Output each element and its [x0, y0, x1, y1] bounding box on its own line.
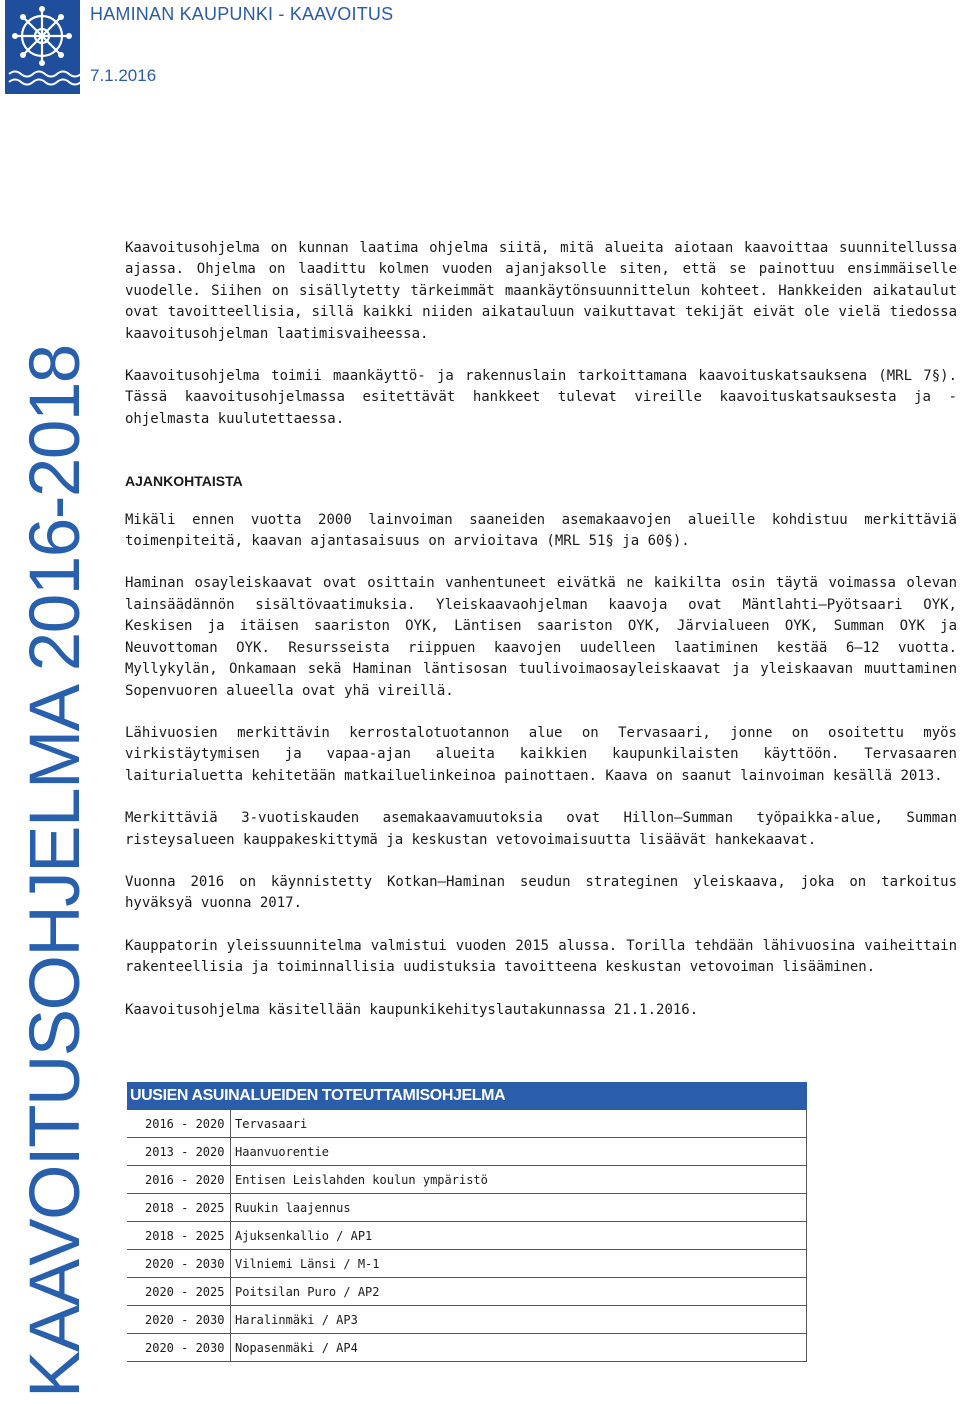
table-row: [127, 1166, 807, 1194]
section-paragraph: Haminan osayleiskaavat ovat osittain vanhentuneet eivätkä ne kaikilta osin täytä voimassa olevan lainsäädännön sisältövaatimuksia. Yleiskaavaohjelman kaavoja ovat Mäntlahti–Pyötsaari OYK, Keskisen ja itäisen saariston OYK, Läntisen saariston OYK, Järvialueen OYK, Summan OYK ja Neuvottoman OYK. Resursseista riippuen kaavojen uudelleen laatiminen kestää 6–12 vuotta. Myllykylän, Onkamaan sekä Haminan läntisosan tuulivoimaosayleiskaavat ja yleiskaavan muuttaminen Sopenvuoren alueella ovat yhä vireillä.: [125, 575, 957, 699]
section-paragraph: Vuonna 2016 on käynnistetty Kotkan–Haminan seudun strateginen yleiskaava, joka on tarkoitus hyväksyä vuonna 2017.: [125, 873, 957, 912]
table-row: [127, 1306, 807, 1334]
main-content: [125, 238, 957, 1042]
area-cell: Tervasaari: [231, 1110, 807, 1138]
period-cell: 2020 - 2030: [127, 1306, 231, 1334]
table-row: [127, 1334, 807, 1362]
housing-areas-table: [127, 1082, 807, 1362]
area-cell: Ajuksenkallio / AP1: [231, 1222, 807, 1250]
table-title: UUSIEN ASUINALUEIDEN TOTEUTTAMISOHJELMA: [127, 1082, 807, 1109]
period-cell: 2020 - 2030: [127, 1250, 231, 1278]
period-cell: 2013 - 2020: [127, 1138, 231, 1166]
period-cell: 2018 - 2025: [127, 1222, 231, 1250]
intro-paragraph: Kaavoitusohjelma toimii maankäyttö- ja rakennuslain tarkoittamana kaavoituskatsauksena (MRL 7§). Tässä kaavoitusohjelmassa esitettävät hankkeet tulevat vireille kaavoituskatsauksesta ja -ohjelmasta kuulutettaessa.: [125, 368, 957, 427]
table-row: [127, 1250, 807, 1278]
area-cell: Vilniemi Länsi / M-1: [231, 1250, 807, 1278]
header-title: HAMINAN KAUPUNKI - KAAVOITUS: [90, 4, 394, 24]
section-paragraph: Kauppatorin yleissuunnitelma valmistui vuoden 2015 alussa. Torilla tehdään lähivuosina vaiheittain rakenteellisia ja toiminnallisia uudistuksia tavoitteena keskustan vetovoiman lisääminen.: [125, 937, 957, 976]
section-paragraph: Kaavoitusohjelma käsitellään kaupunkikehityslautakunnassa 21.1.2016.: [125, 1001, 699, 1018]
area-cell: Entisen Leislahden koulun ympäristö: [231, 1166, 807, 1194]
area-cell: Nopasenmäki / AP4: [231, 1334, 807, 1362]
table-row: [127, 1278, 807, 1306]
table-row: [127, 1110, 807, 1138]
area-cell: Ruukin laajennus: [231, 1194, 807, 1222]
table-row: [127, 1194, 807, 1222]
period-cell: 2018 - 2025: [127, 1194, 231, 1222]
table-row: [127, 1138, 807, 1166]
section-heading: AJANKOHTAISTA: [125, 473, 243, 490]
area-cell: Poitsilan Puro / AP2: [231, 1278, 807, 1306]
period-cell: 2016 - 2020: [127, 1110, 231, 1138]
period-cell: 2020 - 2025: [127, 1278, 231, 1306]
period-cell: 2020 - 2030: [127, 1334, 231, 1362]
intro-paragraph: Kaavoitusohjelma on kunnan laatima ohjelma siitä, mitä alueita aiotaan kaavoittaa suunnitellussa ajassa. Ohjelma on laadittu kolmen vuoden ajanjaksolle siten, että se painottuu ensimmäiselle vuodelle. Siihen on sisällytetty tärkeimmät maankäytönsuunnittelun kohteet. Hankkeiden aikataulut ovat tavoitteellisia, sillä kaikki niiden aikatauluun vaikuttavat tekijät eivät ole vielä tiedossa kaavoitusohjelman laatimisvaiheessa.: [125, 240, 957, 342]
section-paragraph: Merkittäviä 3-vuotiskauden asemakaavamuutoksia ovat Hillon–Summan työpaikka-alue, Summan risteysalueen kauppakeskittymä ja keskustan vetovoimaisuutta lisäävät hankekaavat.: [125, 810, 957, 848]
section-paragraph: Mikäli ennen vuotta 2000 lainvoiman saaneiden asemakaavojen alueille kohdistuu merkittäviä toimenpiteitä, kaavan ajantasaisuus on arvioitava (MRL 51§ ja 60§).: [125, 511, 957, 550]
table-row: [127, 1222, 807, 1250]
period-cell: 2016 - 2020: [127, 1166, 231, 1194]
area-cell: Haralinmäki / AP3: [231, 1306, 807, 1334]
side-title: KAAVOITUSOHJELMA 2016-2018: [16, 345, 95, 1398]
document-date: 7.1.2016: [90, 66, 157, 85]
section-paragraph: Lähivuosien merkittävin kerrostalotuotannon alue on Tervasaari, jonne on osoitettu myös virkistäytymisen ja vapaa-ajan alueita kaikkien kaupunkilaisten käyttöön. Tervasaaren laiturialuetta kehitetään matkailuelinkeinoa painottaen. Kaava on saanut lainvoiman kesällä 2013.: [125, 724, 957, 784]
area-cell: Haanvuorentie: [231, 1138, 807, 1166]
housing-areas-grid: [127, 1109, 807, 1362]
city-coat-of-arms-icon: [5, 0, 80, 94]
